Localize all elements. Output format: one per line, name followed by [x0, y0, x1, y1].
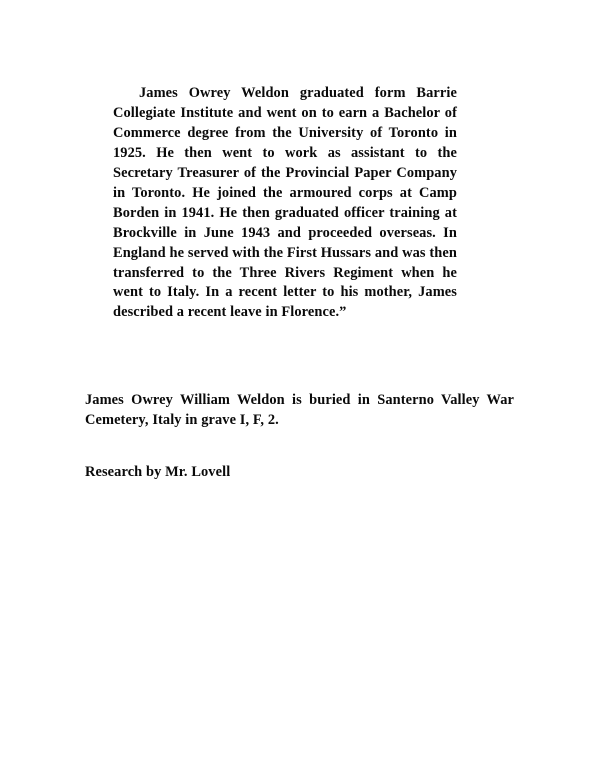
biography-quote-paragraph: James Owrey Weldon graduated form Barrie Collegiate Institute and went on to earn a Bachelor of Commerce degree from the University of Toronto in 1925. He then went to work as assistant to the Secretary Treasurer of the Provincial Paper Company in Toronto. He joined the armoured corps at Camp Borden in 1941. He then graduated officer training at Brockville in June 1943 and proceeded overseas. In England he served with the First Hussars and was then transferred to the Three Rivers Regiment when he went to Italy. In a recent letter to his mother, James described a recent leave in Florence.” [113, 85, 457, 321]
burial-info-paragraph: James Owrey William Weldon is buried in Santerno Valley War Cemetery, Italy in grave I, F, 2. [85, 392, 514, 429]
research-credit-paragraph: Research by Mr. Lovell [85, 464, 231, 481]
